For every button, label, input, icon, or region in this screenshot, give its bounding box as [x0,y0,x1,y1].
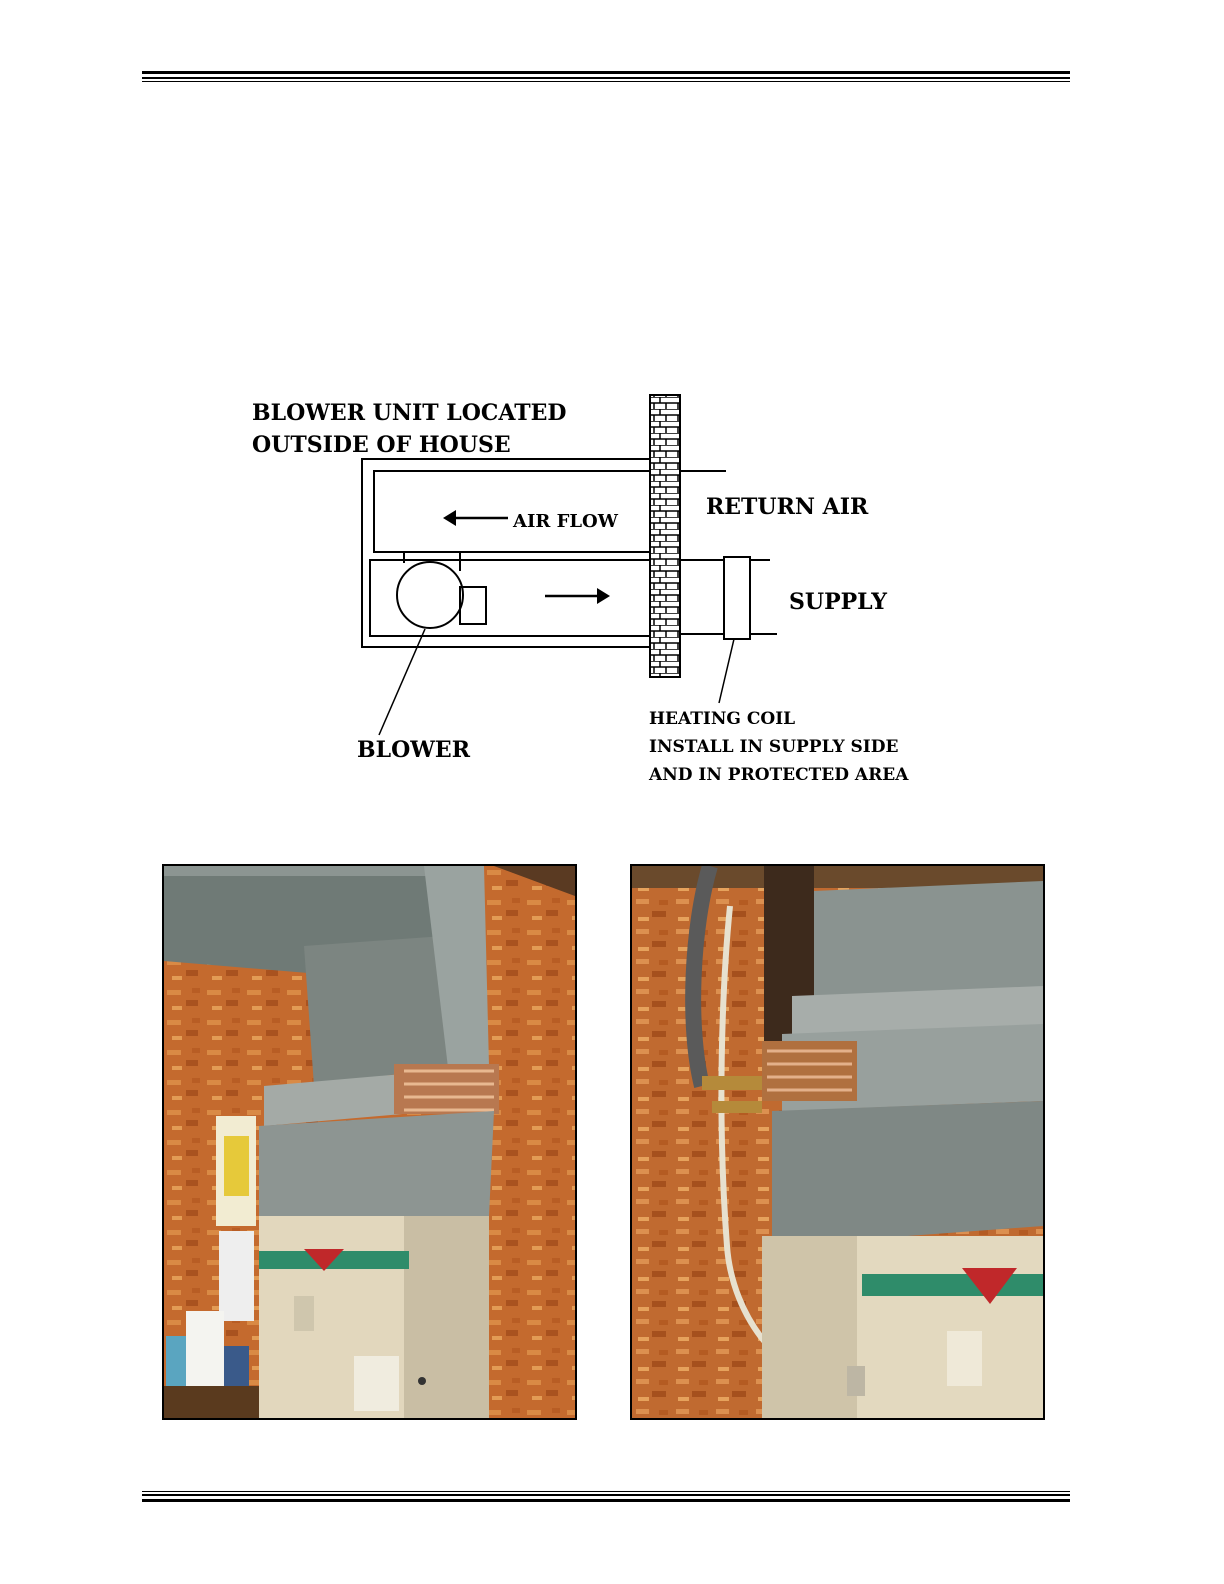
diagram-title-line2: OUTSIDE OF HOUSE [252,432,511,458]
heating-coil-label-line2: INSTALL IN SUPPLY SIDE [649,737,899,757]
supply-airflow-arrow [545,588,610,604]
furnace-photo-right [630,864,1045,1420]
blower-icon [397,552,486,628]
blower-diagram [240,385,960,795]
blower-leader-line [379,629,425,735]
heating-coil-icon [724,557,750,639]
return-airflow-arrow [443,510,508,526]
heating-coil-label-line3: AND IN PROTECTED AREA [649,765,909,785]
house-wall [650,395,680,677]
furnace-photo-left [162,864,577,1420]
bottom-rule [142,1491,1070,1502]
air-flow-label: AIR FLOW [513,511,618,532]
top-rule [142,71,1070,82]
blower-label: BLOWER [357,737,470,763]
supply-label: SUPPLY [789,589,887,615]
coil-leader-line [719,639,734,703]
diagram-title-line1: BLOWER UNIT LOCATED [252,400,567,426]
blower-enclosure [362,459,652,647]
return-air-label: RETURN AIR [706,494,869,520]
heating-coil-label-line1: HEATING COIL [649,709,796,729]
